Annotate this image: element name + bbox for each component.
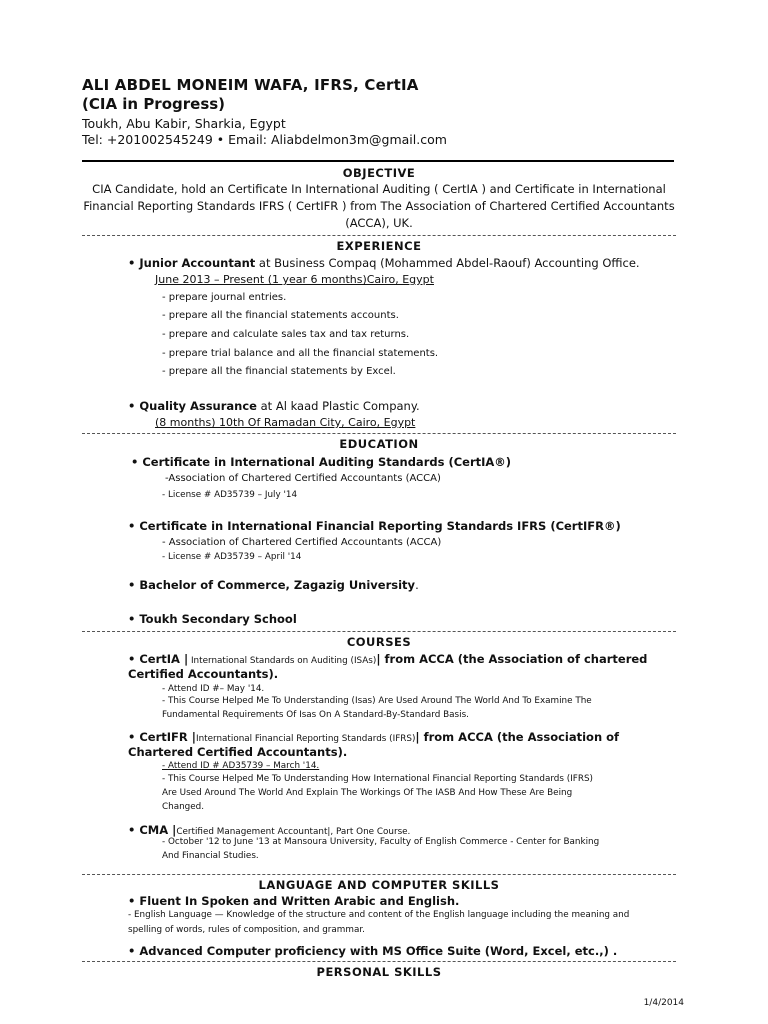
- job-1-duty-5: - prepare all the financial statements by Excel.: [162, 366, 396, 377]
- job-1-org: at Business Compaq (Mohammed Abdel-Raouf) Accounting Office.: [255, 256, 640, 270]
- divider: [82, 961, 676, 962]
- language-fluent: • Fluent In Spoken and Written Arabic and English.: [128, 894, 460, 908]
- course-2-detail-1: - Attend ID # AD35739 – March '14.: [162, 761, 320, 771]
- experience-title: EXPERIENCE: [336, 239, 422, 253]
- course-2-detail-3: Are Used Around The World And Explain The Workings Of The IASB And How These Are Being: [162, 788, 573, 798]
- edu-1-org: -Association of Chartered Certified Accountants (ACCA): [165, 473, 441, 484]
- course-3-lead: • CMA |: [128, 823, 177, 837]
- edu-3-title: [128, 578, 419, 592]
- job-1-heading: [128, 256, 640, 270]
- course-2-lead: • CertIFR |: [128, 730, 196, 744]
- course-3-detail-2: And Financial Studies.: [162, 851, 259, 861]
- personal-title: PERSONAL SKILLS: [316, 965, 442, 979]
- course-1-heading: [128, 652, 647, 666]
- address: Toukh, Abu Kabir, Sharkia, Egypt: [82, 116, 286, 131]
- divider: [82, 235, 676, 236]
- course-2-line2: Chartered Certified Accountants).: [128, 745, 348, 759]
- job-1-duty-3: - prepare and calculate sales tax and tax returns.: [162, 329, 410, 340]
- course-3-detail-1: - October '12 to June '13 at Mansoura University, Faculty of English Commerce - Center for Banking: [162, 837, 600, 847]
- job-2-org: at Al kaad Plastic Company.: [256, 399, 420, 413]
- course-1-detail-2: - This Course Helped Me To Understanding (Isas) Are Used Around The World And To Examine The: [162, 696, 592, 706]
- course-3-name: Certified Management Accountant|, Part One Course.: [176, 827, 411, 837]
- course-1-tail: | from ACCA (the Association of chartered: [376, 652, 648, 666]
- header-rule: [82, 160, 674, 162]
- edu-4-title: • Toukh Secondary School: [128, 612, 297, 626]
- course-2-detail-2: - This Course Helped Me To Understanding How International Financial Reporting Standards (IFRS): [162, 774, 593, 784]
- candidate-subtitle: (CIA in Progress): [82, 95, 226, 113]
- objective-line-3: (ACCA), UK.: [345, 216, 413, 230]
- candidate-name: ALI ABDEL MONEIM WAFA, IFRS, CertIA: [82, 76, 419, 94]
- job-2-heading: [128, 399, 420, 413]
- course-1-lead: • CertIA |: [128, 652, 189, 666]
- job-2-meta: (8 months) 10th Of Ramadan City, Cairo, Egypt: [155, 416, 416, 429]
- language-detail-2: spelling of words, rules of composition, and grammar.: [128, 925, 365, 935]
- computer-skills: • Advanced Computer proficiency with MS Office Suite (Word, Excel, etc.,) .: [128, 944, 618, 958]
- course-1-line2: Certified Accountants).: [128, 667, 279, 681]
- course-1-detail-1: - Attend ID #– May '14.: [162, 684, 265, 694]
- edu-2-title: • Certificate in International Financial Reporting Standards IFRS (CertIFR®): [128, 519, 621, 533]
- course-2-name: International Financial Reporting Standards (IFRS): [195, 734, 416, 744]
- job-1-role: • Junior Accountant: [128, 256, 256, 270]
- objective-line-1: CIA Candidate, hold an Certificate In International Auditing ( CertIA ) and Certificate in International: [92, 182, 666, 196]
- divider: [82, 631, 676, 632]
- job-1-duty-1: - prepare journal entries.: [162, 292, 287, 303]
- course-2-detail-4: Changed.: [162, 802, 205, 812]
- course-1-detail-3: Fundamental Requirements Of Isas On A Standard-By-Standard Basis.: [162, 710, 469, 720]
- objective-line-2: Financial Reporting Standards IFRS ( CertIFR ) from The Association of Chartered Certified Accountants: [83, 199, 675, 213]
- divider: [82, 874, 676, 875]
- edu-2-org: - Association of Chartered Certified Accountants (ACCA): [162, 537, 442, 548]
- job-1-duty-4: - prepare trial balance and all the financial statements.: [162, 348, 439, 359]
- language-detail-1: - English Language — Knowledge of the structure and content of the English language including the meaning and: [128, 910, 630, 920]
- course-3-heading: [128, 823, 410, 837]
- edu-1-license: - License # AD35739 – July '14: [162, 490, 298, 500]
- contact-line: Tel: +201002545249 • Email: Aliabdelmon3m@gmail.com: [82, 132, 447, 147]
- edu-3-suffix: .: [415, 578, 419, 592]
- courses-title: COURSES: [346, 635, 412, 649]
- job-2-role: • Quality Assurance: [128, 399, 257, 413]
- edu-3-degree: • Bachelor of Commerce, Zagazig University: [128, 578, 416, 592]
- course-2-heading: [128, 730, 619, 744]
- course-2-tail: | from ACCA (the Association of: [415, 730, 620, 744]
- job-1-duty-2: - prepare all the financial statements accounts.: [162, 310, 399, 321]
- edu-2-license: - License # AD35739 – April '14: [162, 552, 302, 562]
- course-1-name: International Standards on Auditing (ISAs): [188, 656, 377, 666]
- objective-title: OBJECTIVE: [342, 166, 416, 180]
- footer-date: 1/4/2014: [643, 998, 684, 1008]
- education-title: EDUCATION: [339, 437, 419, 451]
- edu-1-title: • Certificate in International Auditing Standards (CertIA®): [131, 455, 512, 469]
- job-1-meta: June 2013 – Present (1 year 6 months)Cairo, Egypt: [155, 273, 434, 286]
- language-title: LANGUAGE AND COMPUTER SKILLS: [258, 878, 500, 892]
- divider: [82, 433, 676, 434]
